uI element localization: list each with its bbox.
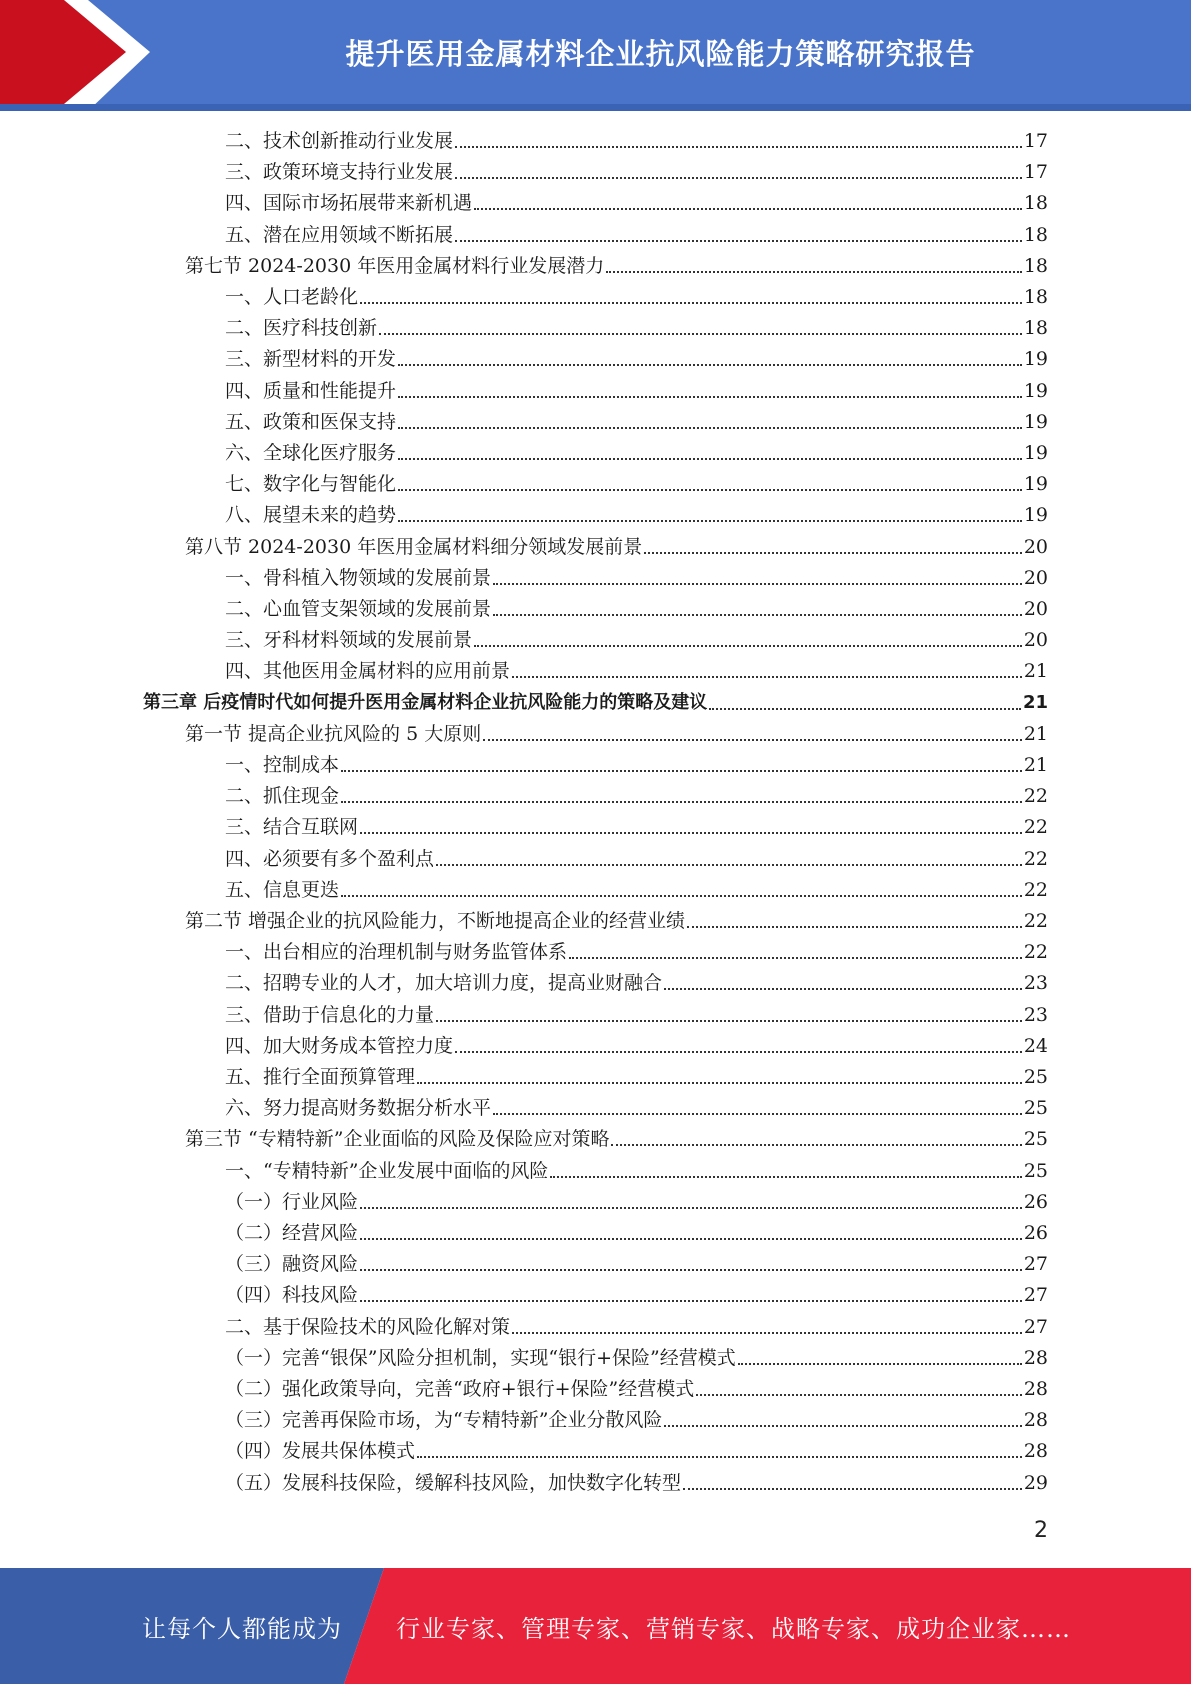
toc-entry[interactable] bbox=[225, 158, 1048, 186]
toc-entry[interactable] bbox=[225, 345, 1048, 373]
toc-leader-dots bbox=[493, 583, 1022, 585]
toc-entry-page: 20 bbox=[1023, 535, 1048, 558]
toc-entry[interactable] bbox=[225, 969, 1048, 997]
toc-entry-title: （三）完善再保险市场，为“专精特新”企业分散风险 bbox=[225, 1409, 663, 1432]
toc-entry[interactable] bbox=[225, 1469, 1048, 1497]
toc-entry-title: 第一节 提高企业抗风险的 5 大原则 bbox=[185, 722, 482, 745]
toc-leader-dots bbox=[398, 364, 1022, 366]
footer-slogan-right: 行业专家、管理专家、营销专家、战略专家、成功企业家…… bbox=[396, 1614, 1071, 1643]
toc-entry-page: 22 bbox=[1023, 941, 1048, 964]
toc-leader-dots bbox=[696, 1394, 1022, 1396]
toc-entry-page: 22 bbox=[1023, 878, 1048, 901]
toc-entry-title: 一、出台相应的治理机制与财务监管体系 bbox=[225, 941, 568, 964]
toc-leader-dots bbox=[644, 552, 1022, 554]
toc-entry-title: （四）科技风险 bbox=[225, 1284, 359, 1307]
toc-entry-title: （一）完善“银保”风险分担机制，实现“银行+保险”经营模式 bbox=[225, 1346, 736, 1369]
toc-entry-page: 26 bbox=[1023, 1190, 1048, 1213]
toc-leader-dots bbox=[398, 396, 1022, 398]
toc-leader-dots bbox=[606, 271, 1022, 273]
toc-leader-dots bbox=[360, 832, 1022, 834]
toc-leader-dots bbox=[738, 1363, 1022, 1365]
toc-entry-page: 27 bbox=[1023, 1315, 1048, 1338]
toc-entry-page: 19 bbox=[1023, 348, 1048, 371]
toc-entry-page: 23 bbox=[1023, 1003, 1048, 1026]
toc-leader-dots bbox=[611, 1144, 1021, 1146]
toc-leader-dots bbox=[493, 614, 1022, 616]
toc-entry[interactable] bbox=[225, 1313, 1048, 1341]
page-header bbox=[0, 0, 1191, 111]
toc-entry-page: 24 bbox=[1023, 1034, 1048, 1057]
toc-entry[interactable] bbox=[225, 751, 1048, 779]
toc-entry[interactable] bbox=[225, 657, 1048, 685]
toc-entry-page: 25 bbox=[1023, 1128, 1048, 1151]
toc-leader-dots bbox=[398, 427, 1022, 429]
toc-leader-dots bbox=[379, 333, 1022, 335]
toc-entry[interactable] bbox=[143, 689, 1048, 717]
toc-entry-page: 27 bbox=[1023, 1253, 1048, 1276]
toc-entry[interactable] bbox=[225, 439, 1048, 467]
toc-leader-dots bbox=[455, 1051, 1022, 1053]
toc-leader-dots bbox=[474, 208, 1022, 210]
report-title: 提升医用金属材料企业抗风险能力策略研究报告 bbox=[345, 36, 976, 71]
toc-entry-title: 四、国际市场拓展带来新机遇 bbox=[225, 192, 473, 215]
toc-entry[interactable] bbox=[225, 1094, 1048, 1122]
toc-entry-page: 19 bbox=[1023, 504, 1048, 527]
toc-entry[interactable] bbox=[225, 782, 1048, 810]
toc-entry[interactable] bbox=[225, 1157, 1048, 1185]
toc-entry-title: 四、其他医用金属材料的应用前景 bbox=[225, 660, 511, 683]
toc-entry[interactable] bbox=[225, 127, 1048, 155]
toc-entry-page: 27 bbox=[1023, 1284, 1048, 1307]
toc-entry[interactable] bbox=[225, 221, 1048, 249]
toc-entry-title: 五、推行全面预算管理 bbox=[225, 1066, 416, 1088]
toc-leader-dots bbox=[360, 1238, 1022, 1240]
toc-entry-page: 22 bbox=[1023, 816, 1048, 839]
toc-entry-page: 20 bbox=[1023, 598, 1048, 620]
toc-leader-dots bbox=[360, 1300, 1022, 1302]
toc-leader-dots bbox=[664, 988, 1022, 990]
toc-leader-dots bbox=[436, 1020, 1022, 1022]
toc-entry-title: 一、人口老龄化 bbox=[225, 286, 359, 308]
toc-entry-title: 四、加大财务成本管控力度 bbox=[225, 1034, 454, 1057]
toc-entry[interactable] bbox=[185, 720, 1048, 748]
toc-entry-page: 17 bbox=[1023, 161, 1048, 184]
toc-entry-page: 29 bbox=[1023, 1471, 1048, 1494]
toc-leader-dots bbox=[687, 926, 1022, 928]
toc-entry[interactable] bbox=[225, 1344, 1048, 1372]
toc-entry-title: 五、信息更迭 bbox=[225, 878, 340, 901]
toc-leader-dots bbox=[398, 458, 1022, 460]
toc-leader-dots bbox=[417, 1082, 1022, 1084]
toc-entry-title: 二、技术创新推动行业发展 bbox=[225, 130, 454, 152]
toc-entry-page: 28 bbox=[1023, 1346, 1048, 1369]
toc-leader-dots bbox=[436, 864, 1022, 866]
toc-entry-page: 18 bbox=[1023, 192, 1048, 215]
toc-entry-title: 第二节 增强企业的抗风险能力，不断地提高企业的经营业绩 bbox=[185, 910, 686, 932]
toc-leader-dots bbox=[569, 957, 1022, 959]
toc-entry-page: 18 bbox=[1023, 254, 1048, 277]
toc-entry-title: 三、借助于信息化的力量 bbox=[225, 1003, 435, 1026]
toc-entry[interactable] bbox=[185, 907, 1048, 935]
toc-entry-page: 19 bbox=[1023, 410, 1048, 433]
toc-entry[interactable] bbox=[225, 1063, 1048, 1091]
toc-entry-title: （二）经营风险 bbox=[225, 1222, 359, 1244]
toc-leader-dots bbox=[341, 801, 1022, 803]
toc-entry-title: 二、招聘专业的人才，加大培训力度，提高业财融合 bbox=[225, 972, 663, 995]
toc-entry[interactable] bbox=[225, 876, 1048, 904]
toc-leader-dots bbox=[512, 1332, 1022, 1334]
toc-entry[interactable] bbox=[225, 314, 1048, 342]
toc-entry-page: 22 bbox=[1023, 785, 1048, 808]
toc-entry-title: 二、医疗科技创新 bbox=[225, 317, 378, 340]
toc-leader-dots bbox=[398, 520, 1022, 522]
toc-entry-title: 四、质量和性能提升 bbox=[225, 379, 397, 402]
toc-leader-dots bbox=[398, 489, 1022, 491]
toc-entry-page: 25 bbox=[1023, 1097, 1048, 1120]
toc-entry[interactable] bbox=[225, 1032, 1048, 1060]
toc-entry[interactable] bbox=[225, 1406, 1048, 1434]
toc-entry-page: 28 bbox=[1023, 1378, 1048, 1400]
toc-entry[interactable] bbox=[225, 1250, 1048, 1278]
toc-entry-title: 五、潜在应用领域不断拓展 bbox=[225, 223, 454, 246]
toc-entry-title: 三、结合互联网 bbox=[225, 816, 359, 839]
toc-entry-title: 六、全球化医疗服务 bbox=[225, 442, 397, 464]
toc-entry[interactable] bbox=[225, 1188, 1048, 1216]
footer-slogan-left: 让每个人都能成为 bbox=[142, 1614, 342, 1643]
toc-entry-title: 二、抓住现金 bbox=[225, 785, 340, 808]
toc-entry[interactable] bbox=[225, 1437, 1048, 1465]
toc-entry[interactable] bbox=[225, 938, 1048, 966]
toc-entry[interactable] bbox=[225, 813, 1048, 841]
toc-entry[interactable] bbox=[225, 283, 1048, 311]
toc-entry[interactable] bbox=[225, 189, 1048, 217]
toc-entry-page: 21 bbox=[1023, 754, 1048, 776]
toc-leader-dots bbox=[550, 1176, 1021, 1178]
toc-entry-title: 第三章 后疫情时代如何提升医用金属材料企业抗风险能力的策略及建议 bbox=[143, 691, 708, 713]
toc-entry-title: 第三节 “专精特新”企业面临的风险及保险应对策略 bbox=[185, 1128, 610, 1151]
page-footer bbox=[0, 1568, 1191, 1684]
toc-leader-dots bbox=[455, 146, 1022, 148]
toc-leader-dots bbox=[360, 1269, 1022, 1271]
toc-leader-dots bbox=[360, 302, 1022, 304]
toc-leader-dots bbox=[493, 1113, 1022, 1115]
toc-entry-title: 三、政策环境支持行业发展 bbox=[225, 161, 454, 184]
toc-leader-dots bbox=[512, 676, 1022, 678]
toc-leader-dots bbox=[417, 1456, 1022, 1458]
toc-entry-page: 23 bbox=[1023, 972, 1048, 995]
toc-entry-title: 第八节 2024-2030 年医用金属材料细分领域发展前景 bbox=[185, 535, 643, 558]
toc-leader-dots bbox=[683, 1488, 1022, 1490]
toc-leader-dots bbox=[709, 708, 1021, 710]
toc-entry[interactable] bbox=[225, 1001, 1048, 1029]
toc-entry-title: 一、控制成本 bbox=[225, 754, 340, 776]
toc-entry-page: 28 bbox=[1023, 1409, 1048, 1432]
toc-entry-page: 18 bbox=[1023, 317, 1048, 340]
toc-entry[interactable] bbox=[225, 501, 1048, 529]
toc-entry-title: 一、骨科植入物领域的发展前景 bbox=[225, 566, 492, 589]
toc-entry[interactable] bbox=[225, 1375, 1048, 1403]
toc-entry-page: 22 bbox=[1023, 910, 1048, 932]
toc-entry-title: （二）强化政策导向，完善“政府+银行+保险”经营模式 bbox=[225, 1378, 695, 1400]
toc-entry-page: 19 bbox=[1023, 379, 1048, 402]
toc-entry[interactable] bbox=[185, 252, 1048, 280]
toc-entry-page: 25 bbox=[1023, 1066, 1048, 1088]
toc-entry-page: 19 bbox=[1023, 473, 1048, 496]
toc-leader-dots bbox=[341, 770, 1022, 772]
toc-entry-page: 28 bbox=[1023, 1440, 1048, 1463]
toc-leader-dots bbox=[483, 739, 1022, 741]
page-number: 2 bbox=[1034, 1518, 1048, 1543]
toc-entry-title: （四）发展共保体模式 bbox=[225, 1440, 416, 1463]
toc-entry[interactable] bbox=[185, 1125, 1048, 1153]
toc-entry[interactable] bbox=[225, 377, 1048, 405]
toc-entry[interactable] bbox=[225, 626, 1048, 654]
toc-entry-page: 26 bbox=[1023, 1222, 1048, 1244]
toc-entry-page: 25 bbox=[1023, 1159, 1048, 1182]
toc-leader-dots bbox=[455, 240, 1022, 242]
toc-entry[interactable] bbox=[225, 595, 1048, 623]
toc-entry-title: （一）行业风险 bbox=[225, 1190, 359, 1213]
toc-entry[interactable] bbox=[225, 845, 1048, 873]
toc-leader-dots bbox=[455, 177, 1022, 179]
toc-entry-title: 五、政策和医保支持 bbox=[225, 410, 397, 433]
toc-entry-title: （三）融资风险 bbox=[225, 1253, 359, 1276]
toc-entry[interactable] bbox=[225, 408, 1048, 436]
toc-entry-title: 七、数字化与智能化 bbox=[225, 473, 397, 496]
toc-leader-dots bbox=[474, 645, 1022, 647]
toc-leader-dots bbox=[341, 895, 1022, 897]
toc-entry-title: 二、心血管支架领域的发展前景 bbox=[225, 598, 492, 620]
toc-entry-title: 第七节 2024-2030 年医用金属材料行业发展潜力 bbox=[185, 254, 605, 277]
toc-leader-dots bbox=[360, 1207, 1022, 1209]
toc-entry-title: 二、基于保险技术的风险化解对策 bbox=[225, 1315, 511, 1338]
toc-entry-title: 三、新型材料的开发 bbox=[225, 348, 397, 371]
toc-entry-page: 17 bbox=[1023, 130, 1048, 152]
toc-entry-page: 19 bbox=[1023, 442, 1048, 464]
toc-entry-title: 一、“专精特新”企业发展中面临的风险 bbox=[225, 1159, 549, 1182]
toc-entry-page: 18 bbox=[1023, 223, 1048, 246]
toc-entry[interactable] bbox=[225, 470, 1048, 498]
toc-entry-page: 20 bbox=[1023, 566, 1048, 589]
toc-entry-title: 六、努力提高财务数据分析水平 bbox=[225, 1097, 492, 1120]
toc-entry[interactable] bbox=[225, 564, 1048, 592]
toc-entry-title: 八、展望未来的趋势 bbox=[225, 504, 397, 527]
header-stripe bbox=[0, 104, 1191, 111]
toc-entry-title: 三、牙科材料领域的发展前景 bbox=[225, 629, 473, 652]
toc-entry-page: 21 bbox=[1023, 660, 1048, 683]
toc-entry-title: 四、必须要有多个盈利点 bbox=[225, 847, 435, 870]
toc-entry-page: 18 bbox=[1023, 286, 1048, 308]
toc-entry[interactable] bbox=[225, 1219, 1048, 1247]
toc-entry-title: （五）发展科技保险，缓解科技风险，加快数字化转型 bbox=[225, 1471, 682, 1494]
toc-entry[interactable] bbox=[225, 1281, 1048, 1309]
toc-entry-page: 22 bbox=[1023, 847, 1048, 870]
toc-entry-page: 21 bbox=[1023, 722, 1048, 745]
toc-entry-page: 20 bbox=[1023, 629, 1048, 652]
toc-entry[interactable] bbox=[185, 533, 1048, 561]
toc-entry-page: 21 bbox=[1022, 691, 1048, 713]
toc-leader-dots bbox=[664, 1425, 1021, 1427]
